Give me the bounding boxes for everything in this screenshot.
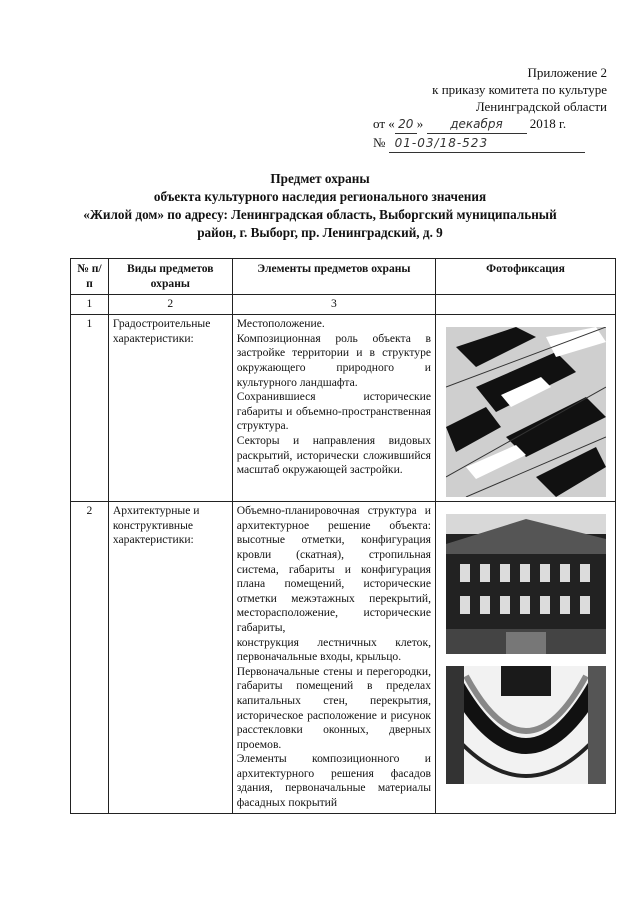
title-line-4: район, г. Выборг, пр. Ленинградский, д. 9 <box>197 225 443 240</box>
order-date <box>367 115 607 134</box>
element-paragraph: Композиционная роль объекта в застройке территории и в структуре окружающего природного и культурного ландшафта. <box>236 331 432 389</box>
index-cell-4 <box>436 295 616 315</box>
date-mid: » <box>416 116 424 131</box>
element-paragraph: Сохранившиеся исторические габариты и объемно-пространственная структура. <box>236 390 432 433</box>
row-elements <box>232 502 435 813</box>
header-row <box>71 259 616 295</box>
date-day: 20 <box>395 116 417 134</box>
photo-cell <box>436 502 616 813</box>
element-paragraph: Первоначальные стены и перегородки, габариты помещений в пределах капитальных стен, перекрытия, историческое расположение и рисунок расстекловки оконных, дверных проемов. <box>236 664 432 751</box>
element-paragraph: Объемно-планировочная структура и архитектурное решение объекта: высотные отметки, конфигурация кровли (скатная), стропильная система, габариты и конфигурация плана помещений, исторические отметки межэтажных перекрытий, месторасположение, исторические габариты, <box>236 504 432 634</box>
index-cell-3: 3 <box>232 295 435 315</box>
number-prefix: № <box>373 135 386 150</box>
index-cell-2: 2 <box>108 295 232 315</box>
title-line-2: объекта культурного наследия регионального значения <box>153 189 487 204</box>
index-cell-1: 1 <box>71 295 109 315</box>
element-paragraph: Секторы и направления видовых раскрытий, исторически сложившийся масштаб окружающей застройки. <box>236 433 432 477</box>
date-year: 2018 г. <box>529 116 567 131</box>
date-prefix: от « <box>373 116 395 131</box>
table-row <box>71 315 616 502</box>
header-elements: Элементы предметов охраны <box>232 259 435 295</box>
protection-table <box>70 258 616 814</box>
order-number <box>367 134 607 153</box>
row-number: 1 <box>71 315 109 502</box>
table-row <box>71 502 616 813</box>
title-line-3: «Жилой дом» по адресу: Ленинградская область, Выборгский муниципальный <box>83 207 557 222</box>
order-line-1: к приказу комитета по культуре <box>432 82 607 97</box>
number-value: 01-03/18-523 <box>389 135 585 153</box>
photo-cell <box>436 315 616 502</box>
row-elements <box>232 315 435 502</box>
index-row <box>71 295 616 315</box>
row-number: 2 <box>71 502 109 813</box>
aerial-photo <box>446 327 606 497</box>
order-line-2: Ленинградской области <box>475 99 607 114</box>
row-kind: Градостроительные характеристики: <box>108 315 232 502</box>
staircase-photo <box>446 666 606 784</box>
element-paragraph: Местоположение. <box>236 317 325 331</box>
element-paragraph: конструкция лестничных клеток, первоначальные входы, крыльцо. <box>236 635 432 664</box>
header-kind: Виды предметов охраны <box>108 259 232 295</box>
header-num: № п/п <box>71 259 109 295</box>
facade-photo <box>446 514 606 654</box>
document-title <box>40 170 600 242</box>
header-photo: Фотофиксация <box>436 259 616 295</box>
date-month: декабря <box>427 116 527 134</box>
row-kind: Архитектурные и конструктивные характеристики: <box>108 502 232 813</box>
title-line-1: Предмет охраны <box>270 171 370 186</box>
appendix-label: Приложение 2 <box>527 65 607 80</box>
element-paragraph: Элементы композиционного и архитектурного решения фасадов здания, первоначальные материалы фасадных покрытий <box>236 752 432 810</box>
appendix-header <box>367 64 607 153</box>
